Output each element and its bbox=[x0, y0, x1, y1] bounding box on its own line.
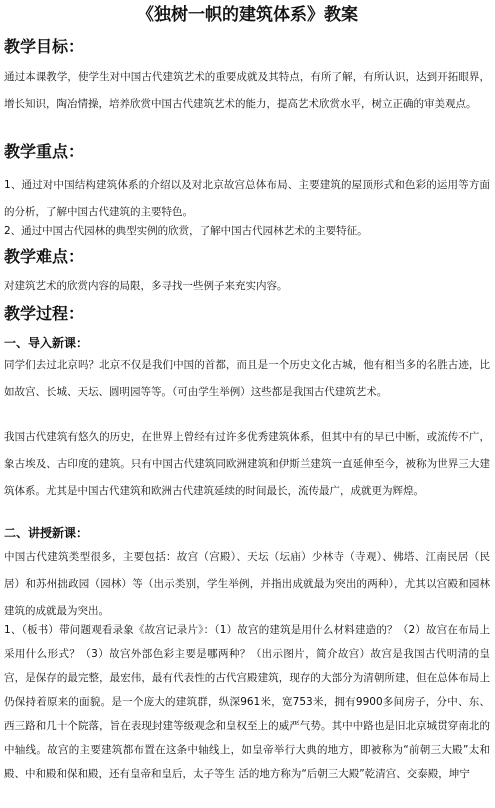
document-title: 《独树一帜的建筑体系》教案 bbox=[137, 5, 358, 25]
process-heading: 教学过程： bbox=[4, 304, 85, 323]
key-point-2: 2、通过中国古代园林的典型实例的欣赏，了解中国古代园林艺术的主要特征。 bbox=[4, 225, 368, 237]
new-lesson-paragraph-2: 1、（板书）带问题观看录象《故宫记录片》：（1）故宫的建筑是用什么材料建造的？（2）故宫在布局上采用什么形式？（3）故宫外部色彩主要是哪两种？（出示图片，简介故宫）故宫是我国古代明清的皇宫，是保存的最完整，最宏伟，最有代表性的古代宫殿建筑，现存的大部分为清朝所建，但在总体布局上仍保持着原来的面貌。是一个庞大的建筑群，纵深961米，宽753米，拥有9900多间房子，分中、东、西三路和几十个院落，旨在表现封建等级观念和皇权至上的威严气势。其中中路也是旧北京城贯穿南北的中轴线。故宫的主要建筑都布置在这条中轴线上，如皇帝举行大典的地方，即被称为“前朝三大殿”太和殿、中和殿和保和殿，还有皇帝和皇后，太子等生 活的地方称为“后朝三大殿”乾清宫、交泰殿，坤宁 bbox=[4, 624, 490, 780]
difficulty-heading: 教学难点： bbox=[4, 247, 85, 266]
goals-text: 通过本课教学，使学生对中国古代建筑艺术的重要成就及其特点，有所了解，有所认识，达到开拓眼界，增长知识，陶冶情操，培养欣赏中国古代建筑艺术的能力，提高艺术欣赏水平，树立正确的审美观点。 bbox=[4, 71, 490, 110]
new-lesson-heading: 二、讲授新课： bbox=[4, 526, 89, 540]
difficulty-text: 对建筑艺术的欣赏内容的局限，多寻找一些例子来充实内容。 bbox=[4, 280, 288, 292]
intro-paragraph-2: 我国古代建筑有悠久的历史，在世界上曾经有过许多优秀建筑体系，但其中有的早已中断，或流传不广，象古埃及、古印度的建筑。只有中国古代建筑同欧洲建筑和伊斯兰建筑一直延伸至今，被称为世界三大建筑体系。尤其是中国古代建筑和欧洲古代建筑延续的时间最长，流传最广，成就更为辉煌。 bbox=[4, 431, 490, 497]
intro-paragraph-1: 同学们去过北京吗？北京不仅是我们中国的首都，而且是一个历史文化古城，他有相当多的名胜古迹，比如故宫、长城、天坛、圆明园等等。（可由学生举例）这些都是我国古代建筑艺术。 bbox=[4, 359, 490, 398]
goals-heading: 教学目标： bbox=[4, 37, 85, 56]
intro-heading: 一、导入新课： bbox=[4, 336, 89, 350]
key-points-heading: 教学重点： bbox=[4, 142, 85, 161]
new-lesson-paragraph-1: 中国古代建筑类型很多，主要包括：故宫（宫殿）、天坛（坛庙）少林寺（寺观）、佛塔、江南民居（民居）和苏州拙政园（园林）等（出示类别，学生举例，并指出成就最为突出的两种），尤其以宫殿和园林建筑的成就最为突出。 bbox=[4, 551, 490, 617]
key-point-1: 1、通过对中国结构建筑体系的介绍以及对北京故宫总体布局、主要建筑的屋顶形式和色彩的运用等方面的分析，了解中国古代建筑的主要特色。 bbox=[4, 179, 490, 218]
